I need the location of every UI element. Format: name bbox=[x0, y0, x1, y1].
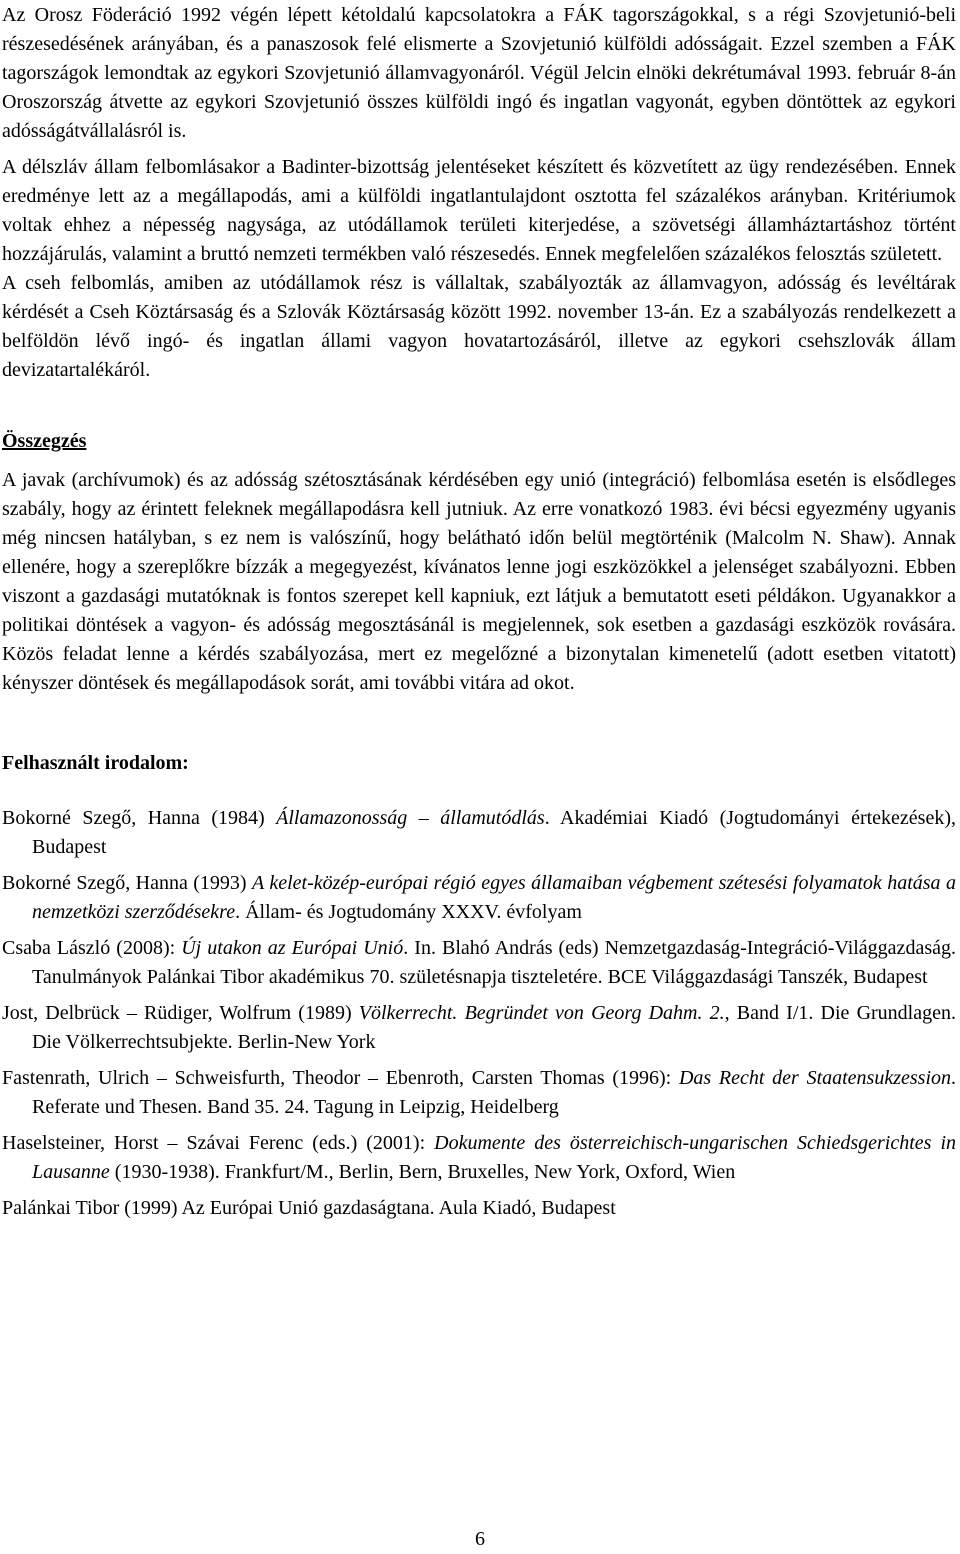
reference-item bbox=[2, 1129, 956, 1187]
body-paragraph-3: A cseh felbomlás, amiben az utódállamok rész is vállaltak, szabályozták az államvagyon, adósság és levéltárak kérdését a Cseh Köztársaság és a Szlovák Köztársaság között 1992. november 13-án. Ez a szabályozás rendelkezett a belföldön lévő ingó- és ingatlan állami vagyon hovatartozásáról, illetve az egykori csehszlovák állam devizatartalékáról. bbox=[2, 272, 956, 381]
reference-item bbox=[2, 1194, 956, 1223]
reference-title: Dokumente des österreichisch-ungarischen Schiedsgerichtes in Lausanne bbox=[32, 1132, 956, 1183]
reference-author: Palánkai Tibor (1999) Az Európai Unió gazdaságtana. Aula Kiadó, Budapest bbox=[2, 1197, 616, 1219]
reference-author: Haselsteiner, Horst – Szávai Ferenc (eds.) (2001): bbox=[2, 1132, 435, 1154]
reference-author: Bokorné Szegő, Hanna (1993) bbox=[2, 872, 253, 894]
document-page bbox=[2, 1, 956, 1223]
reference-item bbox=[2, 804, 956, 862]
reference-list bbox=[2, 804, 956, 1223]
reference-title: Új utakon az Európai Unió bbox=[181, 937, 404, 959]
reference-details: . Állam- és Jogtudomány XXXV. évfolyam bbox=[235, 901, 582, 923]
references-heading: Felhasznált irodalom: bbox=[2, 752, 189, 774]
reference-item bbox=[2, 934, 956, 992]
page-number: 6 bbox=[475, 1528, 485, 1550]
reference-item bbox=[2, 1064, 956, 1122]
reference-details: . Akadémiai Kiadó (Jogtudományi értekezések), Budapest bbox=[32, 807, 956, 858]
reference-title: Das Recht der Staatensukzession bbox=[678, 1067, 951, 1089]
reference-details: . In. Blahó András (eds) Nemzetgazdaság-Integráció-Világgazdaság. Tanulmányok Palánkai Tibor akadémikus 70. születésnapja tiszteletére. BCE Világgazdasági Tanszék, Budapest bbox=[32, 937, 956, 988]
body-paragraph-1: Az Orosz Föderáció 1992 végén lépett kétoldalú kapcsolatokra a FÁK tagországokkal, s a régi Szovjetunió-beli részesedésének arányában, és a panaszosok felé elismerte a Szovjetunió külföldi adósságait. Ezzel szemben a FÁK tagországok lemondtak az egykori Szovjetunió államvagyonáról. Végül Jelcin elnöki dekrétumával 1993. február 8-án Oroszország átvette az egykori Szovjetunió összes külföldi ingó és ingatlan vagyonát, egyben döntöttek az egykori adósságátvállalásról is. bbox=[2, 4, 956, 142]
summary-paragraph: A javak (archívumok) és az adósság szétosztásának kérdésében egy unió (integráció) felbomlása esetén is elsődleges szabály, hogy az érintett feleknek megállapodásra kell jutniuk. Az erre vonatkozó 1983. évi bécsi egyezmény ugyanis még nincsen hatályban, s ez nem is valószínű, hogy belátható időn belül megtörténik (Malcolm N. Shaw). Annak ellenére, hogy a szereplőkre bízzák a megegyezést, kívánatos lenne jogi eszközökkel a jelenséget szabályozni. Ebben viszont a gazdasági mutatóknak is fontos szerepet kell kapniuk, ezt látjuk a bemutatott eseti példákon. Ugyanakkor a politikai döntések a vagyon- és adósság megosztásánál is megjelennek, sok esetben a gazdasági eszközök rovására. Közös feladat lenne a kérdés szabályozása, mert ez megelőzné a bizonytalan kimenetelű (adott esetben vitatott) kényszer döntések és megállapodások sorát, ami további vitára ad okot. bbox=[2, 469, 956, 694]
reference-title: Völkerrecht. Begründet von Georg Dahm. 2. bbox=[358, 1002, 725, 1024]
reference-author: Bokorné Szegő, Hanna (1984) bbox=[2, 807, 277, 829]
reference-details: , Band I/1. Die Grundlagen. Die Völkerrechtsubjekte. Berlin-New York bbox=[32, 1002, 956, 1053]
reference-author: Csaba László (2008): bbox=[2, 937, 182, 959]
summary-heading: Összegzés bbox=[2, 430, 87, 452]
body-paragraph-2: A délszláv állam felbomlásakor a Badinter-bizottság jelentéseket készített és közvetített az ügy rendezésében. Ennek eredménye lett az a megállapodás, ami a külföldi ingatlantulajdont osztotta fel százalékos arányban. Kritériumok voltak ehhez a népesség nagysága, az utódállamok területi kiterjedése, a szövetségi államháztartáshoz történt hozzájárulás, valamint a bruttó nemzeti termékben való részesedés. Ennek megfelelően százalékos felosztás született. bbox=[2, 156, 956, 265]
reference-author: Jost, Delbrück – Rüdiger, Wolfrum (1989) bbox=[2, 1002, 359, 1024]
reference-author: Fastenrath, Ulrich – Schweisfurth, Theodor – Ebenroth, Carsten Thomas (1996): bbox=[2, 1067, 679, 1089]
reference-item bbox=[2, 869, 956, 927]
reference-details: . Referate und Thesen. Band 35. 24. Tagung in Leipzig, Heidelberg bbox=[32, 1067, 956, 1118]
reference-item bbox=[2, 999, 956, 1057]
reference-title: A kelet-közép-európai régió egyes államaiban végbement szétesési folyamatok hatása a nemzetközi szerződésekre bbox=[32, 872, 956, 923]
reference-details: (1930-1938). Frankfurt/M., Berlin, Bern, Bruxelles, New York, Oxford, Wien bbox=[109, 1161, 736, 1183]
reference-title: Államazonosság – államutódlás bbox=[276, 807, 545, 829]
